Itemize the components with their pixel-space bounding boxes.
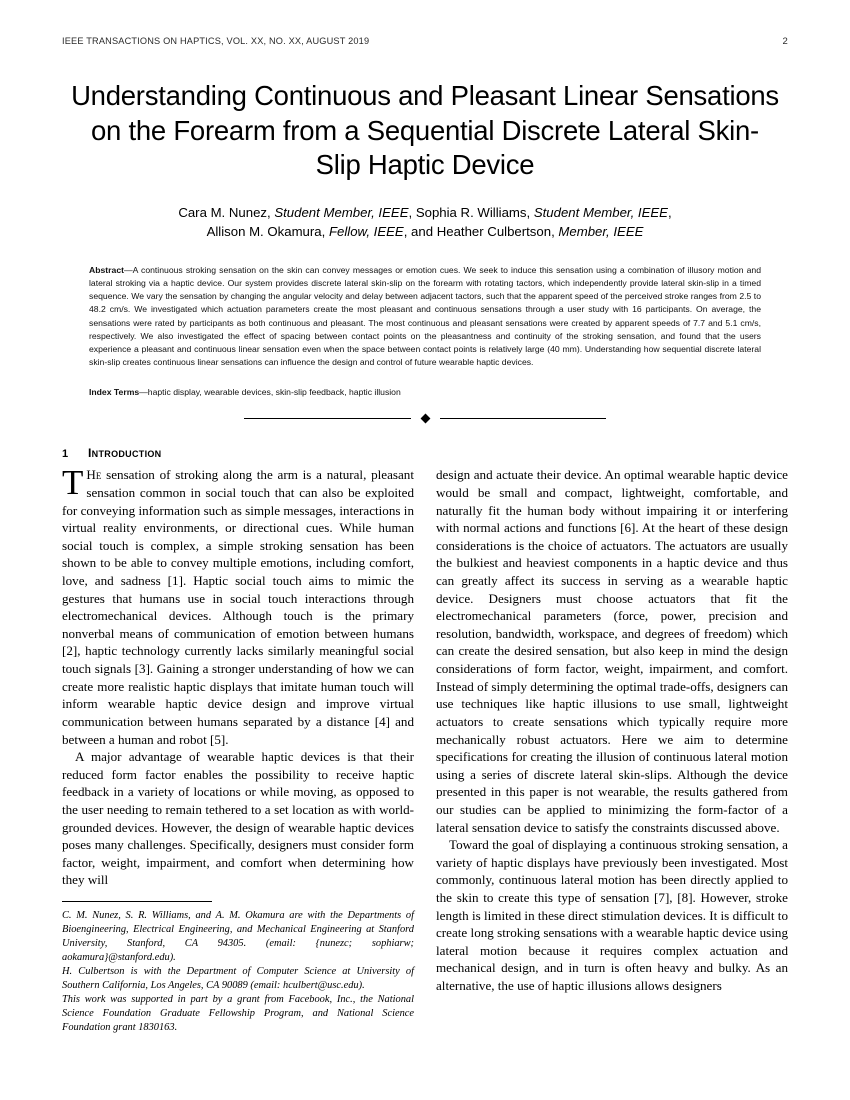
footnote-separator	[62, 901, 212, 902]
paragraph-intro-1	[62, 463, 414, 748]
paragraph-intro-4: Toward the goal of displaying a continuous stroking sensation, a variety of haptic displays have previously been investigated. Most commonly, continuous lateral motion has been directly applied to the skin to create this type of sensation [7], [8]. However, stroke length is limited in these direct stimulation devices. It is difficult to create long stroking sensations with a wearable haptic device using lateral motion because it requires complex actuation and mechanical design, and in turn is often heavy and bulky. As an alternative, the use of haptic illusions allows designers	[436, 837, 788, 994]
paragraph-intro-2: A major advantage of wearable haptic devices is that their reduced form factor enables the possibility to receive haptic feedback in a variety of locations or while moving, as opposed to the user needing to remain tethered to a set location as with world-grounded devices. However, the design of wearable haptic devices poses many challenges. Specifically, designers must consider form factor, weight, impairment, and comfort when determining how they will	[62, 749, 414, 888]
author-line-2: Allison M. Okamura, Fellow, IEEE, and Heather Culbertson, Member, IEEE	[206, 224, 644, 240]
abstract-paragraph	[89, 264, 761, 369]
right-column	[436, 466, 788, 1034]
index-terms	[89, 386, 761, 399]
section-divider	[244, 415, 606, 422]
abstract-dash: —	[124, 264, 133, 275]
running-head	[62, 36, 788, 47]
paper-title: Understanding Continuous and Pleasant Linear Sensations on the Forearm from a Sequential Discrete Lateral Skin-Slip Haptic Device	[71, 80, 779, 181]
left-column-text	[62, 463, 414, 889]
drop-cap: T	[62, 463, 84, 503]
left-column	[62, 463, 414, 1034]
diamond-ornament-icon	[420, 414, 430, 424]
footnote-block	[62, 909, 414, 1034]
paragraph-intro-3: design and actuate their device. An optimal wearable haptic device would be small and compact, lightweight, comfortable, and naturally fit the human body without impairing it or interfering with normal actions and functions [6]. At the heart of these design considerations is the choice of actuators. The actuators are usually the bulkiest and heaviest components in a haptic device and thus can greatly affect its success in serving as a wearable haptic device. Designers must choose actuators that fit the electromechanical parameters (force, power, precision and resolution, bandwidth, workspace, and degrees of freedom) which can create the desired sensation, but also keep in mind the design considerations of form factor, weight, impairment, and comfort. Instead of simply determining the optimal trade-offs, designers can use techniques like haptic illusions to use small, lightweight actuators to create sensations which typically require more mechanically robust actuators. Here we aim to determine specifications for creating the illusion of continuous lateral motion using a series of discrete lateral skin-slips. Although the device presented in this paper is not wearable, the results gathered from our studies can be applied to minimizing the form-factor of a lateral sensation device to satisfy the constraints discussed above.	[436, 467, 788, 835]
footnote-funding: This work was supported in part by a grant from Facebook, Inc., the National Science Foundation Graduate Fellowship Program, and National Science Foundation grant 1830163.	[62, 993, 414, 1033]
author-list	[62, 203, 788, 242]
journal-reference: IEEE TRANSACTIONS ON HAPTICS, VOL. XX, NO. XX, AUGUST 2019	[62, 36, 370, 46]
abstract-label: Abstract	[89, 264, 124, 275]
lead-smallcaps: He	[86, 467, 102, 483]
section-number: 1	[62, 448, 69, 461]
index-terms-text: haptic display, wearable devices, skin-slip feedback, haptic illusion	[147, 387, 401, 398]
divider-rule-left	[244, 418, 411, 419]
index-terms-label: Index Terms	[89, 387, 140, 398]
section-heading-introduction	[62, 446, 788, 460]
abstract-text: A continuous stroking sensation on the skin can convey messages or emotion cues. We seek to induce this sensation using a combination of illusory motion and lateral stroking via a haptic device. Our system provides discrete lateral skin-slip on the forearm with rotating tactors, which independently provide lateral skin-slip in a timed sequence. We vary the sensation by changing the angular velocity and delay between adjacent tactors, such that the apparent speed of the perceived stroke ranges from 2.5 to 48.2 cm/s. We investigated which actuation parameters create the most pleasant and continuous sensations through a user study with 16 participants. On average, the sensations were rated by participants as both continuous and pleasant. The most continuous and pleasant sensations were created by apparent speeds of 7.7 and 5.1 cm/s, respectively. We also investigated the effect of spacing between contact points on the pleasantness and continuity of the stroking sensation, and found that the users experience a pleasant and continuous linear sensation even when the space between contact points is relatively large (40 mm). Understanding how sequential discrete lateral skin-slip creates continuous linear sensations can influence the design and control of future wearable haptic devices.	[89, 264, 761, 368]
body-columns	[62, 463, 788, 1034]
author-line-1: Cara M. Nunez, Student Member, IEEE, Sophia R. Williams, Student Member, IEEE,	[178, 204, 672, 220]
divider-rule-right	[440, 418, 607, 419]
page-number: 2	[782, 36, 788, 47]
paragraph-intro-1-text: sensation of stroking along the arm is a natural, pleasant sensation common in social touch that can also be exploited for conveying information such as simple messages, interactions in virtual reality environments, or directional cues. While human social touch is complex, a simple stroking sensation has been shown to be able to convey multiple emotions, including comfort, love, and sadness [1]. Haptic social touch aims to mimic the gestures that humans use in social touch interactions through electromechanical devices. Although touch is the primary nonverbal means of communication of emotion between humans [2], haptic technology currently lacks similarly meaningful social touch signals [3]. Gaining a stronger understanding of how we can create more realistic haptic displays that imitate human touch will inform wearable haptic device design and improve virtual communication between humans separated by a distance [4] and between a human and robot [5].	[62, 467, 414, 747]
section-title: Introduction	[88, 446, 162, 461]
index-terms-dash: —	[139, 387, 148, 398]
footnote-affiliation-usc: H. Culbertson is with the Department of Computer Science at University of Southern California, Los Angeles, CA 90089 (email: hculbert@usc.edu).	[62, 965, 414, 991]
abstract-block	[89, 264, 761, 399]
right-column-text	[436, 466, 788, 994]
footnote-affiliation-stanford: C. M. Nunez, S. R. Williams, and A. M. Okamura are with the Departments of Bioengineering, Electrical Engineering, and Mechanical Engineering at Stanford University, Stanford, CA 94305. (email: {nunezc; sophiarw; aokamura}@stanford.edu).	[62, 910, 414, 963]
